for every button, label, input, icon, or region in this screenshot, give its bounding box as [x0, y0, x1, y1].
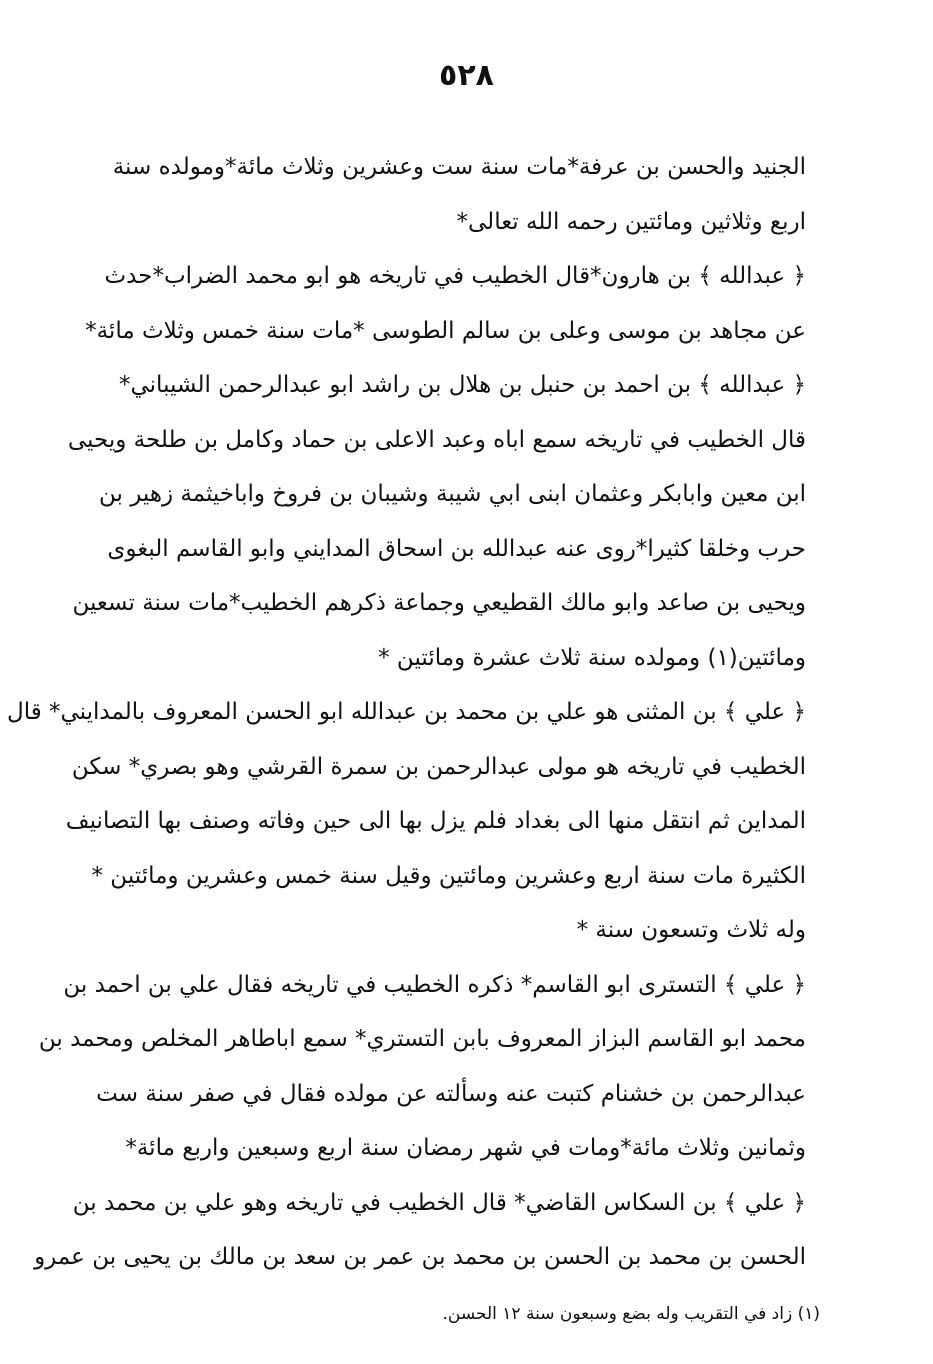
footnote: (١) زاد في التقريب وله بضع وسبعون سنة ١٢ الحسن.: [442, 1304, 820, 1324]
text-line: ﴿ علي ﴾ التسترى ابو القاسم* ذكره الخطيب في تاريخه فقال علي بن احمد بن: [63, 971, 806, 998]
text-line: قال الخطيب في تاريخه سمع اباه وعبد الاعلى بن حماد وكامل بن طلحة ويحيى: [67, 426, 806, 453]
text-line: الحسن بن محمد بن الحسن بن محمد بن عمر بن سعد بن مالك بن يحيى بن عمرو: [34, 1244, 806, 1270]
text-line: عن مجاهد بن موسى وعلى بن سالم الطوسى *مات سنة خمس وثلاث مائة*: [85, 317, 806, 344]
text-line: محمد ابو القاسم البزاز المعروف بابن التستري* سمع اباطاهر المخلص ومحمد بن: [38, 1026, 806, 1052]
page-number: ٥٢٨: [439, 58, 494, 93]
text-line: المداين ثم انتقل منها الى بغداد فلم يزل بها الى حين وفاته وصنف بها التصانيف: [65, 808, 806, 834]
text-line: ﴿ عبدالله ﴾ بن احمد بن حنبل بن هلال بن راشد ابو عبدالرحمن الشيباني*: [118, 372, 806, 398]
text-line: عبدالرحمن بن خشنام كتبت عنه وسألته عن مولده فقال في صفر سنة ست: [96, 1080, 806, 1107]
text-line: ويحيى بن صاعد وابو مالك القطيعي وجماعة ذكرهم الخطيب*مات سنة تسعين: [72, 590, 806, 616]
text-line: وله ثلاث وتسعون سنة *: [576, 917, 806, 943]
text-line: ﴿ علي ﴾ بن المثنى هو علي بن محمد بن عبدالله ابو الحسن المعروف بالمدايني* قال: [6, 699, 806, 725]
text-line: ﴿ علي ﴾ بن السكاس القاضي* قال الخطيب في تاريخه وهو علي بن محمد بن: [72, 1189, 806, 1216]
text-line: الجنيد والحسن بن عرفة*مات سنة ست وعشرين وثلاث مائة*ومولده سنة: [112, 154, 806, 180]
text-line: وثمانين وثلاث مائة*ومات في شهر رمضان سنة اربع وسبعين واربع مائة*: [125, 1135, 806, 1161]
text-line: الخطيب في تاريخه هو مولى عبدالرحمن بن سمرة القرشي وهو بصري* سكن: [71, 753, 806, 780]
text-line: ابن معين وابابكر وعثمان ابنى ابي شيبة وشيبان بن فروخ واباخيثمة زهير بن: [98, 481, 806, 507]
text-line: الكثيرة مات سنة اربع وعشرين ومائتين وقيل سنة خمس وعشرين ومائتين *: [91, 862, 806, 889]
text-line: حرب وخلقا كثيرا*روى عنه عبدالله بن اسحاق المدايني وابو القاسم البغوى: [107, 535, 806, 562]
main-text: [6, 140, 806, 1285]
text-line: ومائتين(١) ومولده سنة ثلاث عشرة ومائتين *: [378, 644, 806, 671]
text-line: اربع وثلاثين ومائتين رحمه الله تعالى*: [456, 208, 806, 235]
text-line: ﴿ عبدالله ﴾ بن هارون*قال الخطيب في تاريخه هو ابو محمد الضراب*حدث: [104, 263, 806, 289]
